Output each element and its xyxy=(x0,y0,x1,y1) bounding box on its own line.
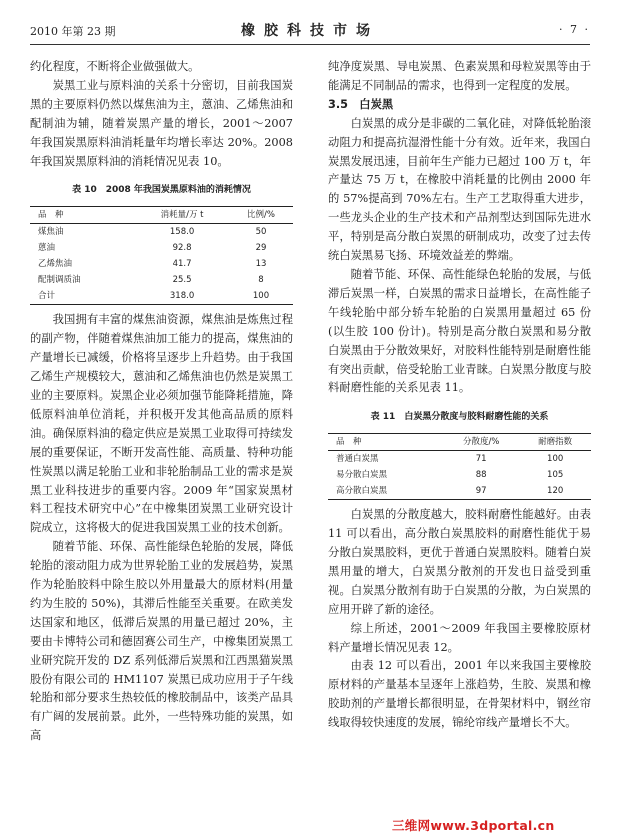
paragraph: 我国拥有丰富的煤焦油资源，煤焦油是炼焦过程的副产物，伴随着煤焦油加工能力的提高，煤焦油的产量增长已减缓，价格将呈逐步上升趋势。由于我国乙烯生产规模较大，蒽油和乙烯焦油也仍然是炭黑工业的主要原料。炭黑企业必须加强节能降耗措施，降低原料油单位消耗，并积极开发其他高品质的原料油。确保原料油的稳定供应是炭黑工业取得可持续发展的重要保证，不断开发高性能、高质量、特种功能性炭黑以满足轮胎工业和非轮胎制品工业的需求是炭黑工业科技进步的重要内容。2009 年“国家炭黑材料工程技术研究中心”在中橡集团炭黑工业研究设计院成立，这将极大的促进我国炭黑工业的技术创新。 xyxy=(30,313,293,535)
section-heading: 3.5 白炭黑 xyxy=(328,97,394,111)
table-cell: 配制调质油 xyxy=(38,275,81,286)
paragraph: 纯净度炭黑、导电炭黑、色素炭黑和母粒炭黑等由于能满足不同制品的需求，也得到一定程度的发展。 xyxy=(328,60,591,92)
table-header-row xyxy=(328,434,591,451)
table-header-row xyxy=(30,207,293,224)
paragraph: 白炭黑的成分是非碳的二氧化硅，对降低轮胎滚动阻力和提高抗湿滑性能十分有效。近年来，我国白炭黑发展迅速，目前年生产能力已超过 100 万 t，年产量达 75 万 t，在橡胶中消耗量的比例由 2000 年的 57%提高到 70%左右。生产工艺取得重大进步，一些龙头企业的生产技术和产品剂型达到国际先进水平，特别是高分散白炭黑的研制成功，改变了过去传统白炭黑易飞扬、环境效益差的弊端。 xyxy=(328,116,591,263)
left-column xyxy=(30,58,293,746)
paragraph: 随着节能、环保、高性能绿色轮胎的发展，与低滞后炭黑一样，白炭黑的需求日益增长，在高性能子午线轮胎中部分轿车轮胎的白炭黑用量超过 65 份(以生胶 100 份计)。特别是高分散白炭黑和易分散白炭黑由于分散效果好，对胶料性能特别是耐磨性能有突出贡献，倍受轮胎工业青睐。白炭黑分散度与胶料耐磨性能的关系见表 11。 xyxy=(328,267,591,395)
issue-label: 2010 年第 23 期 xyxy=(30,25,116,38)
table-cell: 318.0 xyxy=(169,291,195,302)
table-cell: 煤焦油 xyxy=(38,227,64,238)
table-cell: 97 xyxy=(475,486,487,497)
paragraph: 由表 12 可以看出，2001 年以来我国主要橡胶原材料的产量基本呈逐年上涨趋势，生胶、炭黑和橡胶助剂的产量增长都很明显，在骨架材料中，钢丝帘线取得较快速度的发展，锦纶帘线产量增长不大。 xyxy=(328,659,591,730)
table-10-caption: 表 10 2008 年我国炭黑原料油的消耗情况 xyxy=(72,185,251,196)
table-row xyxy=(30,272,293,288)
table-row xyxy=(328,451,591,468)
table-row xyxy=(30,224,293,241)
watermark-text: 三维网www.3dportal.cn xyxy=(392,818,555,833)
paragraph: 约化程度，不断将企业做强做大。 xyxy=(30,60,200,73)
table-cell: 100 xyxy=(252,291,270,302)
table-cell: 高分散白炭黑 xyxy=(336,486,388,497)
table-cell: 50 xyxy=(255,227,267,238)
table-cell: 88 xyxy=(475,470,487,481)
paragraph: 炭黑工业与原料油的关系十分密切，目前我国炭黑的主要原料仍然以煤焦油为主，蒽油、乙烯焦油和配制油为辅，随着炭黑产量的增长，2001～2007 年我国炭黑原料油消耗量年均增长率达 20%。2008 年我国炭黑原料油的消耗情况见表 10。 xyxy=(30,78,293,168)
paragraph: 白炭黑的分散度越大，胶料耐磨性能越好。由表 11 可以看出，高分散白炭黑胶料的耐磨性能优于易分散白炭黑胶料，更优于普通白炭黑胶料。随着白炭黑用量的增大，白炭黑分散剂的开发也日益受到重视。白炭黑分散剂有助于白炭黑的分散，为白炭黑的应用开辟了新的途径。 xyxy=(328,508,591,616)
table-10 xyxy=(30,206,293,305)
table-cell: 71 xyxy=(475,454,487,465)
paragraph: 综上所述，2001～2009 年我国主要橡胶原材料产量增长情况见表 12。 xyxy=(328,621,591,654)
table-cell: 易分散白炭黑 xyxy=(336,470,388,481)
page-header xyxy=(30,20,590,42)
paragraph: 随着节能、环保、高性能绿色轮胎的发展，降低轮胎的滚动阻力成为世界轮胎工业的发展趋势，炭黑作为轮胎胶料中除生胶以外用量最大的原材料(用量约为生胶的 50%)，其滞后性能至关重要。在欧美发达国家和地区，低滞后炭黑的用量已超过 20%，主要由卡博特公司和德固赛公司生产，中橡集团炭黑工业研究院开发的 DZ 系列低滞后炭黑和江西黑猫炭黑股份有限公司的 HM1107 炭黑已成功应用于子午线轮胎和部分要求生热较低的橡胶制品中，该类产品具有广阔的发展前景。此外，一些特殊功能的炭黑，如高 xyxy=(30,540,293,743)
table-cell: 乙烯焦油 xyxy=(38,259,73,270)
table-cell: 158.0 xyxy=(169,227,195,238)
table-row xyxy=(328,467,591,483)
table-cell: 蒽油 xyxy=(38,243,56,254)
table-cell: 92.8 xyxy=(172,243,192,254)
table-cell: 100 xyxy=(547,454,564,465)
journal-title: 橡胶科技市场 xyxy=(241,23,379,39)
right-column xyxy=(328,58,591,733)
column-header: 消耗量/万 t xyxy=(160,210,204,221)
table-row xyxy=(30,288,293,305)
table-row xyxy=(30,256,293,272)
table-cell: 8 xyxy=(258,275,264,286)
table-cell: 13 xyxy=(255,259,267,270)
table-row xyxy=(30,240,293,256)
table-11 xyxy=(328,433,591,500)
column-header: 分散度/% xyxy=(462,437,500,448)
column-header: 比例/% xyxy=(247,210,275,221)
table-cell: 105 xyxy=(547,470,564,481)
table-cell: 25.5 xyxy=(172,275,192,286)
page-number: · 7 · xyxy=(559,23,590,36)
column-header: 品 种 xyxy=(38,210,64,221)
table-cell: 合计 xyxy=(38,291,56,302)
table-row xyxy=(328,483,591,500)
table-11-caption: 表 11 白炭黑分散度与胶料耐磨性能的关系 xyxy=(370,412,549,423)
table-cell: 普通白炭黑 xyxy=(336,454,379,465)
table-cell: 120 xyxy=(547,486,564,497)
table-cell: 29 xyxy=(255,243,267,254)
header-rule xyxy=(30,44,590,45)
column-header: 耐磨指数 xyxy=(538,437,573,448)
column-header: 品 种 xyxy=(336,437,362,448)
table-cell: 41.7 xyxy=(172,259,192,270)
